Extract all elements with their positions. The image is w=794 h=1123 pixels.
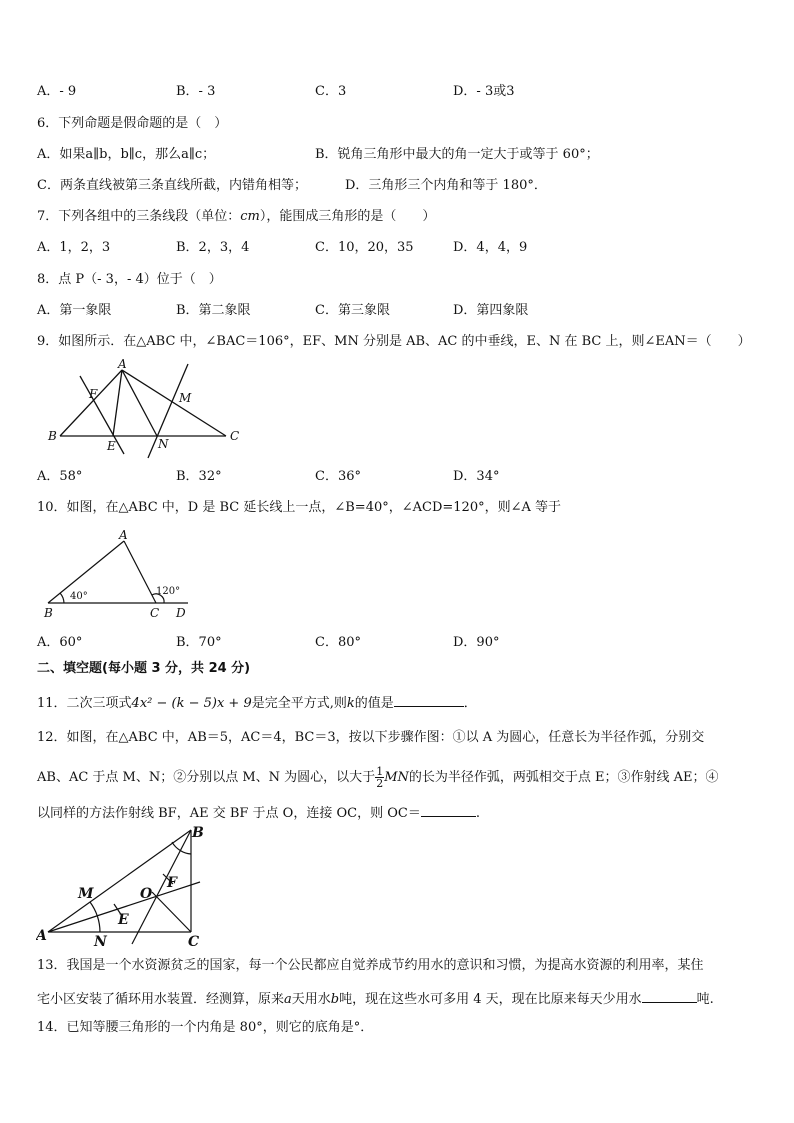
q11-mid: 是完全平方式,则	[251, 696, 347, 711]
q10-side-ac	[124, 541, 156, 603]
q9-option-d: D．34°	[453, 469, 500, 484]
q9-stem: 9．如图所示．在△ABC 中，∠BAC＝106°，EF、MN 分别是 AB、AC 的中垂线，E、N 在 BC 上，则∠EAN＝（ ）	[37, 334, 751, 349]
q11-expression: 4x² − (k − 5)x + 9	[131, 696, 252, 711]
q14-stem: 14．已知等腰三角形的一个内角是 80°，则它的底角是°．	[37, 1020, 374, 1035]
q9-bisector-ef	[80, 376, 124, 454]
q9-label-a: A	[118, 358, 127, 371]
q11-var-k: k	[346, 696, 355, 711]
q9-label-e: E	[107, 439, 116, 453]
q5-option-b: B．- 3	[176, 84, 216, 99]
q6-stem: 6．下列命题是假命题的是（ ）	[37, 116, 228, 131]
q6-option-c: C．两条直线被第三条直线所截，内错角相等；	[37, 178, 307, 193]
q6-option-b: B．锐角三角形中最大的角一定大于或等于 60°；	[315, 147, 599, 162]
q12-mn: MN	[384, 770, 409, 785]
q12-line-3-text: 以同样的方法作射线 BF，AE 交 BF 于点 O，连接 OC，则 OC＝	[37, 806, 421, 821]
q12-line-2-pre: AB、AC 于点 M、N；②分别以点 M、N 为圆心，以大于	[37, 770, 376, 785]
q9-segment-ae	[113, 370, 122, 436]
q12-label-f: F	[167, 875, 177, 891]
q10-option-b: B．70°	[176, 635, 222, 650]
q10-option-d: D．90°	[453, 635, 500, 650]
q10-angle-b-arc	[60, 593, 64, 603]
q13-line-2	[37, 988, 714, 1009]
q9-label-m: M	[179, 391, 192, 405]
q11-end: ．	[463, 696, 477, 711]
q12-label-o: O	[140, 886, 153, 902]
q5-option-d: D．- 3或3	[453, 84, 515, 99]
q9-label-c: C	[230, 429, 240, 443]
q13-var-a: a	[284, 992, 292, 1007]
q7-stem	[37, 208, 435, 226]
q6-option-a: A．如果a∥b，b∥c，那么a∥c；	[37, 147, 216, 162]
q10-angle-b-label: 40°	[70, 591, 88, 602]
q10-option-a: A．60°	[37, 635, 83, 650]
q9-option-c: C．36°	[315, 469, 361, 484]
q6-option-d: D．三角形三个内角和等于 180°．	[345, 178, 547, 193]
q10-label-c: C	[150, 606, 160, 620]
q10-option-c: C．80°	[315, 635, 361, 650]
section-2-heading: 二、填空题(每小题 3 分，共 24 分)	[37, 661, 251, 676]
q12-fraction-denominator: 2	[376, 777, 384, 790]
q10-figure	[38, 528, 198, 620]
q9-label-f: F	[89, 387, 98, 401]
q10-angle-c-label: 120°	[156, 586, 181, 597]
q8-option-a: A．第一象限	[37, 303, 112, 318]
q12-answer-blank[interactable]	[421, 802, 476, 817]
q12-label-m: M	[78, 886, 94, 902]
q5-option-a: A．- 9	[37, 84, 77, 99]
q12-line-3	[37, 802, 480, 823]
q12-line-3-end: .	[475, 806, 480, 821]
q13-line-2-end: 吨.	[696, 992, 714, 1007]
q7-stem-pre: 7．下列各组中的三条线段（单位：	[37, 209, 241, 224]
q9-option-b: B．32°	[176, 469, 222, 484]
q8-stem: 8．点 P（- 3，- 4）位于（ ）	[37, 272, 222, 287]
q7-unit: cm	[240, 209, 260, 224]
q9-side-ab	[60, 370, 122, 436]
q8-option-b: B．第二象限	[176, 303, 251, 318]
q12-label-c: C	[188, 934, 200, 950]
q13-line-2-mid: 天用水	[291, 992, 331, 1007]
q12-line-2-post: 的长为半径作弧，两弧相交于点 E；③作射线 AE；④	[408, 770, 719, 785]
q12-label-n: N	[94, 934, 107, 950]
q10-label-b: B	[44, 606, 53, 620]
q10-label-a: A	[119, 528, 128, 542]
q12-label-a: A	[36, 928, 47, 944]
q13-line-1: 13．我国是一个水资源贫乏的国家，每一个公民都应自觉养成节约用水的意识和习惯，为提高水资源的利用率，某住	[37, 958, 704, 973]
q12-segment-oc	[152, 892, 191, 932]
q13-answer-blank[interactable]	[642, 988, 697, 1003]
q8-option-d: D．第四象限	[453, 303, 529, 318]
q7-stem-post: ），能围成三角形的是（ ）	[259, 209, 436, 224]
q11-stem	[37, 692, 477, 713]
q7-option-a: A．1，2，3	[37, 240, 111, 255]
q8-option-c: C．第三象限	[315, 303, 390, 318]
q12-fraction-numerator: 1	[376, 765, 384, 778]
q10-stem: 10．如图，在△ABC 中，D 是 BC 延长线上一点，∠B=40°，∠ACD=120°，则∠A 等于	[37, 500, 562, 515]
q9-option-a: A．58°	[37, 469, 83, 484]
q13-line-2-mid2: 吨，现在这些水可多用 4 天，现在比原来每天少用水	[339, 992, 642, 1007]
q9-label-b: B	[48, 429, 57, 443]
q9-figure	[40, 358, 250, 460]
q9-segment-an	[122, 370, 157, 436]
q11-answer-blank[interactable]	[394, 692, 464, 707]
q12-line-1: 12．如图，在△ABC 中，AB＝5，AC＝4，BC＝3，按以下步骤作图：①以 A 为圆心，任意长为半径作弧，分别交	[37, 730, 705, 745]
q9-label-n: N	[158, 437, 169, 451]
q13-line-2-pre: 宅小区安装了循环用水装置．经测算，原来	[37, 992, 285, 1007]
q5-option-c: C．3	[315, 84, 347, 99]
q12-line-2	[37, 766, 719, 789]
q11-post: 的值是	[354, 696, 394, 711]
q7-option-b: B．2，3，4	[176, 240, 250, 255]
q12-figure	[36, 822, 216, 950]
q7-option-c: C．10，20，35	[315, 240, 414, 255]
q12-label-b: B	[192, 825, 204, 841]
q7-option-d: D．4，4，9	[453, 240, 528, 255]
q11-pre: 11．二次三项式	[37, 696, 132, 711]
q9-side-ac	[122, 370, 226, 436]
q12-label-e: E	[118, 912, 129, 928]
q10-label-d: D	[176, 606, 186, 620]
q13-var-b: b	[330, 992, 340, 1007]
q12-fraction	[375, 766, 384, 789]
